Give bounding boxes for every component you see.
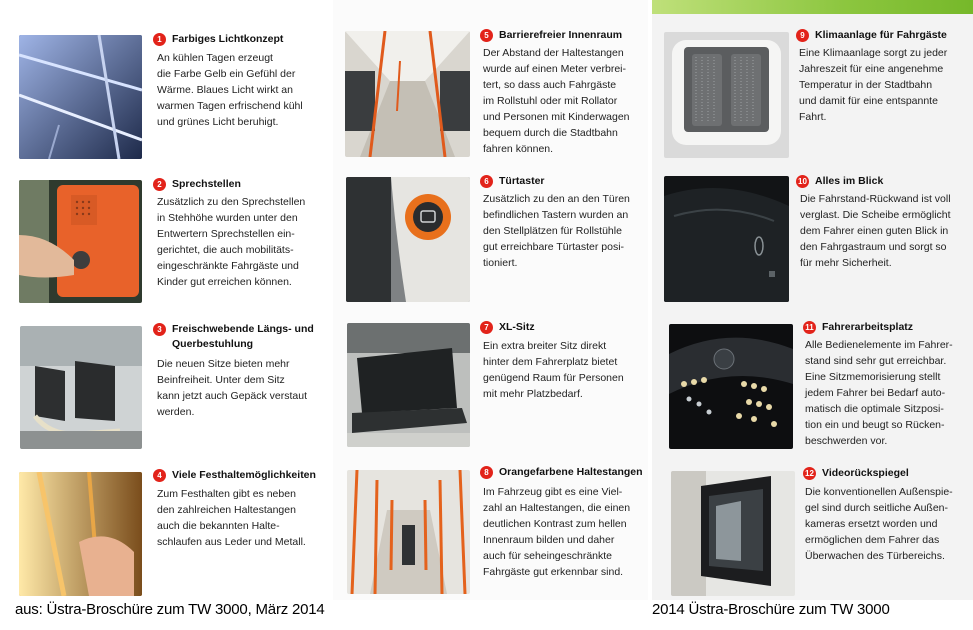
item-2-title: Sprechstellen <box>172 178 241 190</box>
item-8-title: Orangefarbene Haltestangen <box>499 466 643 478</box>
item-9-text: Eine Klimaanlage sorgt zu jeder Jahreszeit für eine angenehme Temperatur in der Stadtbahn und damit für eine entspannte Fahrt. <box>799 47 948 123</box>
item-5-number: 5 <box>480 29 493 42</box>
item-7-title: XL-Sitz <box>499 321 535 333</box>
item-7-heading <box>480 320 535 335</box>
item-1-title: Farbiges Lichtkonzept <box>172 33 284 45</box>
photo-air-conditioning <box>664 32 789 158</box>
item-11-text: Alle Bedienelemente im Fahrer- stand sind sehr gut erreichbar. Eine Sitzmemorisierung stellt jedem Fahrer bei Bedarf auto- matisch die optimale Sitzposi- tion ein und beugt so Rücken- beschwerden vor. <box>805 339 953 447</box>
item-12-title: Videorückspiegel <box>822 467 909 479</box>
item-3-heading <box>153 322 314 352</box>
source-caption-right: 2014 Üstra-Broschüre zum TW 3000 <box>652 601 890 618</box>
item-7-text: Ein extra breiter Sitz direkt hinter dem Fahrerplatz bietet genügend Raum für Personen mit mehr Platzbedarf. <box>483 340 624 400</box>
item-4-number: 4 <box>153 469 166 482</box>
item-6-title: Türtaster <box>499 175 545 187</box>
item-6-heading <box>480 174 545 189</box>
item-4-text: Zum Festhalten gibt es neben den zahlreichen Haltestangen auch die bekannten Halte- schlaufen aus Leder und Metall. <box>157 488 306 548</box>
item-8-text: Im Fahrzeug gibt es eine Viel- zahl an Haltestangen, die einen deutlichen Kontrast zum hellen Innenraum bilden und daher auch für seheingeschränkte Fahrgäste gut erkennbar sind. <box>483 486 631 578</box>
item-6-text: Zusätzlich zu den an den Türen befindlichen Tastern wurden an den Stellplätzen für Rollstühle gut erreichbare Türtaster posi- tioniert. <box>483 193 630 269</box>
photo-intercom <box>19 180 142 303</box>
item-2-heading <box>153 177 241 192</box>
item-5-text: Der Abstand der Haltestangen wurde auf einen Meter verbrei- tert, so dass auch Fahrgäste im Rollstuhl oder mit Rollator und Personen mit Kinderwagen bequem durch die Stadtbahn fahren können. <box>483 47 630 155</box>
item-11-number: 11 <box>803 321 816 334</box>
item-9-title: Klimaanlage für Fahrgäste <box>815 29 947 41</box>
item-3-number: 3 <box>153 323 166 336</box>
item-3-text: Die neuen Sitze bieten mehr Beinfreiheit. Unter dem Sitz kann jetzt auch Gepäck verstaut werden. <box>157 358 307 418</box>
item-1-text: An kühlen Tagen erzeugt die Farbe Gelb ein Gefühl der Wärme. Blaues Licht wirkt an warmen Tagen erfrischend kühl und grünes Licht beruhigt. <box>157 52 303 128</box>
photo-door-button <box>346 177 470 302</box>
photo-interior-aisle <box>345 31 470 157</box>
item-5-title: Barrierefreier Innenraum <box>499 29 623 41</box>
photo-driver-console <box>669 324 793 449</box>
photo-glass-partition <box>664 176 789 302</box>
item-11-heading <box>803 320 913 335</box>
item-10-title: Alles im Blick <box>815 175 884 187</box>
item-11-title: Fahrerarbeitsplatz <box>822 321 914 333</box>
photo-handholds <box>19 472 142 596</box>
item-12-text: Die konventionellen Außenspie- gel sind durch seitliche Außen- kameras ersetzt worden und ermöglichen dem Fahrer das Überwachen des Türbereichs. <box>805 486 953 562</box>
item-9-heading <box>796 28 947 43</box>
item-9-number: 9 <box>796 29 809 42</box>
item-8-number: 8 <box>480 466 493 479</box>
photo-video-mirror <box>671 471 795 596</box>
item-12-number: 12 <box>803 467 816 480</box>
item-4-heading <box>153 468 316 483</box>
item-8-heading <box>480 465 643 480</box>
item-5-heading <box>480 28 622 43</box>
item-7-number: 7 <box>480 321 493 334</box>
item-6-number: 6 <box>480 175 493 188</box>
photo-xl-seat <box>347 323 470 447</box>
item-12-heading <box>803 466 909 481</box>
item-3-title: Freischwebende Längs- und Querbestuhlung <box>172 323 314 350</box>
item-10-text: Die Fahrstand-Rückwand ist voll verglast. Die Scheibe ermöglicht dem Fahrer einen guten Blick in den Fahrgastraum und sorgt so für mehr Sicherheit. <box>800 193 951 269</box>
item-2-number: 2 <box>153 178 166 191</box>
photo-light-concept <box>19 35 142 159</box>
item-10-number: 10 <box>796 175 809 188</box>
item-10-heading <box>796 174 883 189</box>
item-2-text: Zusätzlich zu den Sprechstellen in Stehhöhe wurden unter den Entwertern Sprechstellen ein- gerichtet, die auch mobilitäts- eingeschränkte Fahrgäste und Kinder gut erreichen können. <box>157 196 306 288</box>
item-4-title: Viele Festhaltemöglichkeiten <box>172 469 316 481</box>
item-1-number: 1 <box>153 33 166 46</box>
source-caption-left: aus: Üstra-Broschüre zum TW 3000, März 2014 <box>15 601 325 618</box>
green-accent-band <box>652 0 973 14</box>
photo-seating <box>20 326 142 449</box>
item-1-heading <box>153 32 283 47</box>
photo-orange-poles <box>347 470 470 594</box>
